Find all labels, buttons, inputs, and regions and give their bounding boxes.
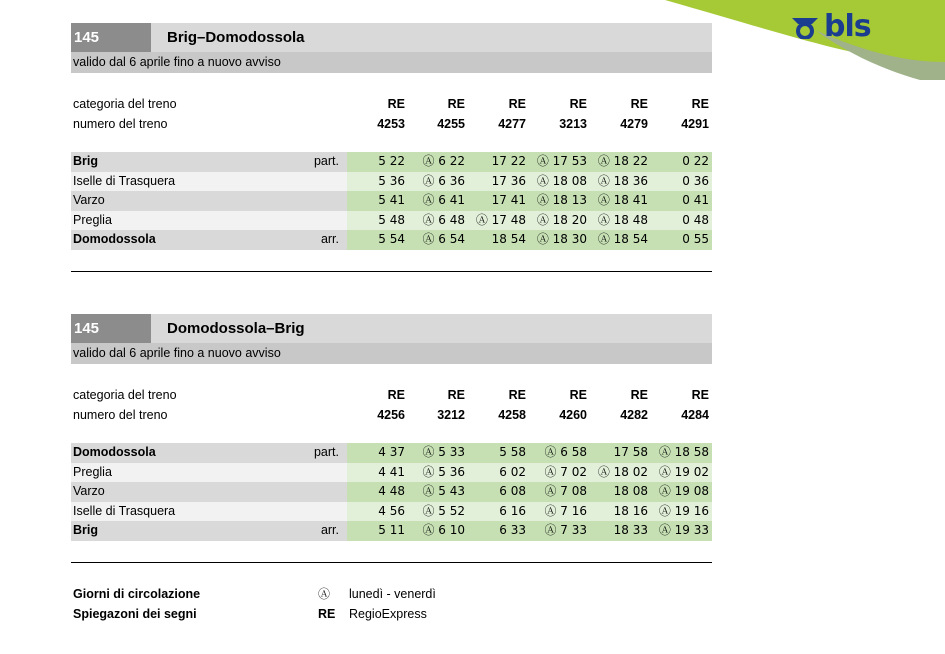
time-cell: 5 41 <box>378 193 405 207</box>
time-cell: 0 22 <box>682 154 709 168</box>
time-cell: 17 58 <box>613 445 648 459</box>
validity-note: valido dal 6 aprile fino a nuovo avviso <box>71 343 712 364</box>
time-cell: 17 22 <box>491 154 526 168</box>
train-number: 4256 <box>377 408 405 422</box>
legend-symbol: RE <box>318 607 336 621</box>
time-cell: Ⓐ 5 52 <box>422 503 465 518</box>
time-cell: Ⓐ 18 30 <box>536 232 587 246</box>
stop-row <box>71 502 712 522</box>
time-cell: 5 58 <box>499 445 526 459</box>
train-number: 3212 <box>437 408 465 422</box>
departure-arrival-label: arr. <box>320 523 339 537</box>
train-number: 4255 <box>437 117 465 131</box>
station-name: Varzo <box>73 193 105 207</box>
time-cell: 18 16 <box>613 503 648 518</box>
route-title: Domodossola–Brig <box>151 314 712 343</box>
category-label: categoria del treno <box>73 388 177 402</box>
train-info <box>71 94 712 134</box>
stop-row <box>71 230 712 250</box>
time-cell: Ⓐ 7 02 <box>544 464 587 479</box>
time-cell: 5 36 <box>378 173 405 188</box>
timetable-brig-domodossola <box>71 23 712 73</box>
time-cell: Ⓐ 18 02 <box>597 464 648 479</box>
time-cell: 4 41 <box>378 464 405 479</box>
time-cell: 18 08 <box>613 484 648 498</box>
train-category: RE <box>387 97 405 111</box>
station-name: Preglia <box>73 464 112 479</box>
time-cell: Ⓐ 18 58 <box>658 445 709 459</box>
time-cell: Ⓐ 18 48 <box>597 212 648 227</box>
time-cell: Ⓐ 6 22 <box>422 154 465 168</box>
timetable-domodossola-brig <box>71 314 712 364</box>
line-number: 145 <box>71 314 151 343</box>
time-cell: Ⓐ 5 36 <box>422 464 465 479</box>
time-cell: 17 36 <box>491 173 526 188</box>
time-cell: Ⓐ 6 41 <box>422 193 465 207</box>
time-cell: Ⓐ 6 36 <box>422 173 465 188</box>
time-cell: Ⓐ 18 08 <box>536 173 587 188</box>
time-cell: 6 16 <box>499 503 526 518</box>
train-number: 4260 <box>559 408 587 422</box>
train-number: 4258 <box>498 408 526 422</box>
time-cell: 5 22 <box>378 154 405 168</box>
time-cell: 4 37 <box>378 445 405 459</box>
train-category: RE <box>630 388 648 402</box>
validity-note: valido dal 6 aprile fino a nuovo avviso <box>71 52 712 73</box>
train-category: RE <box>447 97 465 111</box>
time-cell: 6 08 <box>499 484 526 498</box>
timetable-header <box>71 23 712 52</box>
station-name: Preglia <box>73 212 112 227</box>
schedule-rows <box>71 443 712 541</box>
train-category: RE <box>508 388 526 402</box>
time-cell: Ⓐ 18 22 <box>597 154 648 168</box>
schedule-rows <box>71 152 712 250</box>
stop-row <box>71 191 712 211</box>
stop-row <box>71 521 712 541</box>
train-number: 4291 <box>681 117 709 131</box>
train-category: RE <box>447 388 465 402</box>
time-cell: Ⓐ 18 20 <box>536 212 587 227</box>
divider <box>71 271 712 272</box>
stop-row <box>71 172 712 192</box>
time-cell: 5 48 <box>378 212 405 227</box>
train-number: 4284 <box>681 408 709 422</box>
train-number: 3213 <box>559 117 587 131</box>
time-cell: Ⓐ 19 08 <box>658 484 709 498</box>
time-cell: Ⓐ 17 53 <box>536 154 587 168</box>
train-category: RE <box>630 97 648 111</box>
time-cell: Ⓐ 6 48 <box>422 212 465 227</box>
legend-description: RegioExpress <box>349 607 427 621</box>
stop-row <box>71 443 712 463</box>
station-name: Iselle di Trasquera <box>73 503 176 518</box>
train-number: 4279 <box>620 117 648 131</box>
time-cell: Ⓐ 18 41 <box>597 193 648 207</box>
train-info <box>71 385 712 425</box>
train-number: 4282 <box>620 408 648 422</box>
station-name: Varzo <box>73 484 105 498</box>
time-cell: 4 48 <box>378 484 405 498</box>
time-cell: 0 55 <box>682 232 709 246</box>
time-cell: Ⓐ 6 10 <box>422 523 465 537</box>
train-number: 4277 <box>498 117 526 131</box>
time-cell: Ⓐ 18 54 <box>597 232 648 246</box>
stop-row <box>71 152 712 172</box>
station-name: Brig <box>73 154 98 168</box>
time-cell: Ⓐ 7 08 <box>544 484 587 498</box>
bls-logo-text: bls <box>824 9 871 44</box>
time-cell: Ⓐ 18 13 <box>536 193 587 207</box>
time-cell: Ⓐ 18 36 <box>597 173 648 188</box>
train-category: RE <box>691 97 709 111</box>
legend-description: lunedì - venerdì <box>349 587 436 601</box>
timetable-header <box>71 314 712 343</box>
divider <box>71 562 712 563</box>
time-cell: Ⓐ 5 33 <box>422 445 465 459</box>
time-cell: 6 33 <box>499 523 526 537</box>
time-cell: 0 36 <box>682 173 709 188</box>
station-name: Brig <box>73 523 98 537</box>
departure-arrival-label: arr. <box>320 232 339 246</box>
station-name: Iselle di Trasquera <box>73 173 176 188</box>
time-cell: 18 33 <box>613 523 648 537</box>
time-cell: Ⓐ 6 54 <box>422 232 465 246</box>
time-cell: Ⓐ 17 48 <box>475 212 526 227</box>
time-cell: 0 41 <box>682 193 709 207</box>
time-cell: 5 54 <box>378 232 405 246</box>
category-label: categoria del treno <box>73 97 177 111</box>
legend-symbol: Ⓐ <box>318 587 331 601</box>
legend-term: Spiegazoni dei segni <box>73 607 197 621</box>
time-cell: 6 02 <box>499 464 526 479</box>
time-cell: Ⓐ 19 02 <box>658 464 709 479</box>
time-cell: Ⓐ 5 43 <box>422 484 465 498</box>
stop-row <box>71 211 712 231</box>
train-number-label: numero del treno <box>73 408 168 422</box>
route-title: Brig–Domodossola <box>151 23 712 52</box>
time-cell: 4 56 <box>378 503 405 518</box>
time-cell: 17 41 <box>491 193 526 207</box>
time-cell: 18 54 <box>491 232 526 246</box>
time-cell: Ⓐ 7 16 <box>544 503 587 518</box>
train-category: RE <box>387 388 405 402</box>
departure-arrival-label: part. <box>313 154 339 168</box>
departure-arrival-label: part. <box>313 445 339 459</box>
time-cell: 5 11 <box>378 523 405 537</box>
time-cell: Ⓐ 6 58 <box>544 445 587 459</box>
station-name: Domodossola <box>73 232 156 246</box>
time-cell: Ⓐ 19 16 <box>658 503 709 518</box>
time-cell: Ⓐ 19 33 <box>658 523 709 537</box>
train-category: RE <box>569 97 587 111</box>
train-category: RE <box>508 97 526 111</box>
line-number: 145 <box>71 23 151 52</box>
legend-term: Giorni di circolazione <box>73 587 201 601</box>
station-name: Domodossola <box>73 445 156 459</box>
train-number-label: numero del treno <box>73 117 168 131</box>
train-number: 4253 <box>377 117 405 131</box>
bls-logo <box>790 9 871 44</box>
time-cell: Ⓐ 7 33 <box>544 523 587 537</box>
stop-row <box>71 482 712 502</box>
stop-row <box>71 463 712 483</box>
time-cell: 0 48 <box>682 212 709 227</box>
train-category: RE <box>569 388 587 402</box>
train-category: RE <box>691 388 709 402</box>
bls-emblem-icon <box>790 15 820 39</box>
